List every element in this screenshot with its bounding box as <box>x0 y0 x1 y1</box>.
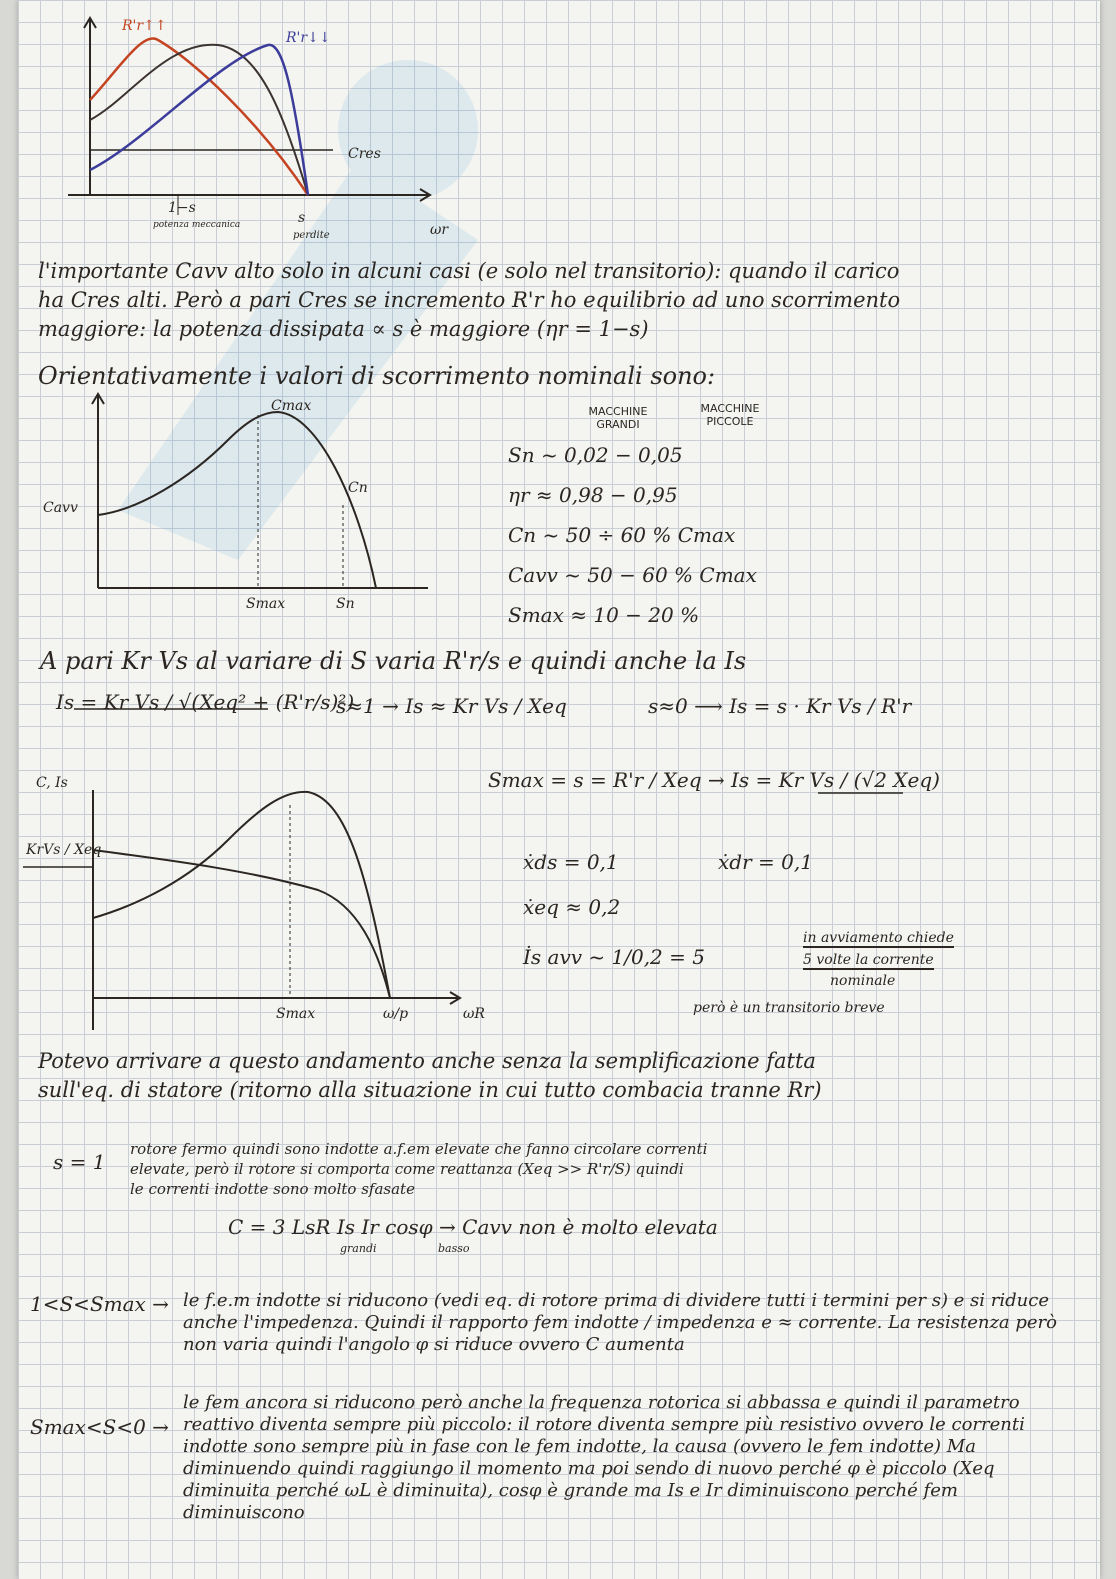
graph1-label-rr-up: R'r↑↑ <box>122 18 167 34</box>
c-formula: C = 3 LsR Is Ir cosφ → Cavv non è molto elevata <box>228 1215 718 1239</box>
table-row-cn: Cn ~ 50 ÷ 60 % Cmax <box>508 523 736 547</box>
formula-xds: ẋds = 0,1 <box>523 850 619 874</box>
s1-line2: elevate, però il rotore si comporta come reattanza (Xeq >> R'r/S) quindi <box>130 1160 684 1178</box>
formula-smax: Smax = s = R'r / Xeq → Is = Kr Vs / (√2 Xeq) <box>488 768 940 792</box>
graph1-label-s: s <box>298 210 306 226</box>
range2-label: Smax<S<0 → <box>30 1415 169 1439</box>
graph2-torque-curve <box>98 412 376 588</box>
apari-line: A pari Kr Vs al variare di S varia R'r/s e quindi anche la Is <box>40 647 747 675</box>
graph1-curve-red <box>90 38 308 195</box>
graph3-wp: ω/p <box>383 1006 409 1022</box>
label-basso: basso <box>438 1242 470 1255</box>
s1-label: s = 1 <box>53 1150 106 1174</box>
label-grandi: grandi <box>340 1242 377 1255</box>
orient-title: Orientativamente i valori di scorrimento nominali sono: <box>38 362 716 390</box>
graph3-axes <box>93 790 460 1030</box>
graph3-axis-x: ωR <box>463 1006 485 1022</box>
range1-label: 1<S<Smax → <box>30 1292 169 1316</box>
graph2-sn: Sn <box>336 596 355 612</box>
formula-isavv: İs avv ~ 1/0,2 = 5 <box>523 945 705 969</box>
note-transitorio: però è un transitorio breve <box>693 1000 885 1016</box>
graph1-axis-x: ωr <box>430 222 449 238</box>
graph3-smax: Smax <box>276 1006 316 1022</box>
graph1-label-1ms: 1−s <box>168 200 196 216</box>
range1-text: le f.e.m indotte si riducono (vedi eq. di rotore prima di dividere tutti i termini per s) e si riduce anche l'impedenza. Quindi il rapporto fem indotte / impedenza e ≈ corrente. La resistenza però non varia quindi l'angolo φ si riduce ovvero C aumenta <box>183 1290 1058 1355</box>
note-avv-line1: in avviamento chiede <box>803 930 954 946</box>
table-row-cavv: Cavv ~ 50 − 60 % Cmax <box>508 563 757 587</box>
graph2-cn: Cn <box>348 480 368 496</box>
table-row-eta: ηr ≈ 0,98 − 0,95 <box>508 483 678 507</box>
para1-line2: ha Cres alti. Però a pari Cres se incremento R'r ho equilibrio ad uno scorrimento <box>38 288 901 312</box>
graph3-torque-curve <box>93 792 390 998</box>
graph1-curve-mid <box>90 45 308 195</box>
range2-text: le fem ancora si riducono però anche la frequenza rotorica si abbassa e quindi il parametro reattivo diventa sempre più piccolo: il rotore diventa sempre più resistivo ovvero le correnti indotte sono sempre più in fase con le fem indotte, la causa (ovvero le fem indotte) Ma diminuendo quindi raggiungo il momento ma poi sendo di nuovo perché φ è piccolo (Xeq diminuita perché ωL è diminuita), cosφ è grande ma Is e Ir diminuiscono perché fem diminuiscono <box>183 1392 1025 1523</box>
s1-line3: le correnti indotte sono molto sfasate <box>130 1180 415 1198</box>
graph1-axes <box>68 18 430 201</box>
formula-xeq: ẋeq ≈ 0,2 <box>523 895 621 919</box>
graph2-cmax: Cmax <box>271 398 312 414</box>
formula-s1: s≈1 → Is ≈ Kr Vs / Xeq <box>336 694 567 718</box>
formula-s0: s≈0 ⟶ Is = s · Kr Vs / R'r <box>648 694 912 718</box>
para1-line3: maggiore: la potenza dissipata ∝ s è maggiore (ηr = 1−s) <box>38 317 649 341</box>
formula-xdr: ẋdr = 0,1 <box>718 850 813 874</box>
graph3-kvvs: KrVs / Xeq <box>26 842 102 858</box>
graph1-curve-blue <box>90 45 308 195</box>
graph2-smax: Smax <box>246 596 286 612</box>
table-head-small: MACCHINE PICCOLE <box>700 402 760 428</box>
s1-line1: rotore fermo quindi sono indotte a.f.em elevate che fanno circolare correnti <box>130 1140 708 1158</box>
graph1-label-pot-mecc: potenza meccanica <box>153 220 241 230</box>
graph1-label-perdite: perdite <box>293 230 330 241</box>
para2-line1: Potevo arrivare a questo andamento anche senza la semplificazione fatta <box>38 1049 816 1073</box>
graph3-current-curve <box>93 850 390 998</box>
graph2-cavv: Cavv <box>43 500 78 516</box>
note-avv-line3: nominale <box>830 973 896 989</box>
notebook-page <box>18 0 1100 1579</box>
formula-is: Is = Kr Vs / √(Xeq² + (R'r/s)²) <box>56 690 355 714</box>
graph3-y-label: C, Is <box>36 775 68 791</box>
graph1-label-rr-down: R'r↓↓ <box>286 30 331 46</box>
note-avv-line2: 5 volte la corrente <box>803 952 934 968</box>
graph1-label-cres: Cres <box>348 146 381 162</box>
table-row-sn: Sn ~ 0,02 − 0,05 <box>508 443 683 467</box>
para1-line1: l'importante Cavv alto solo in alcuni casi (e solo nel transitorio): quando il carico <box>38 259 900 283</box>
table-head-big: MACCHINE GRANDI <box>588 405 648 431</box>
para2-line2: sull'eq. di statore (ritorno alla situazione in cui tutto combacia tranne Rr) <box>38 1078 822 1102</box>
graph2-axes <box>92 394 428 588</box>
table-row-smax: Smax ≈ 10 − 20 % <box>508 603 700 627</box>
